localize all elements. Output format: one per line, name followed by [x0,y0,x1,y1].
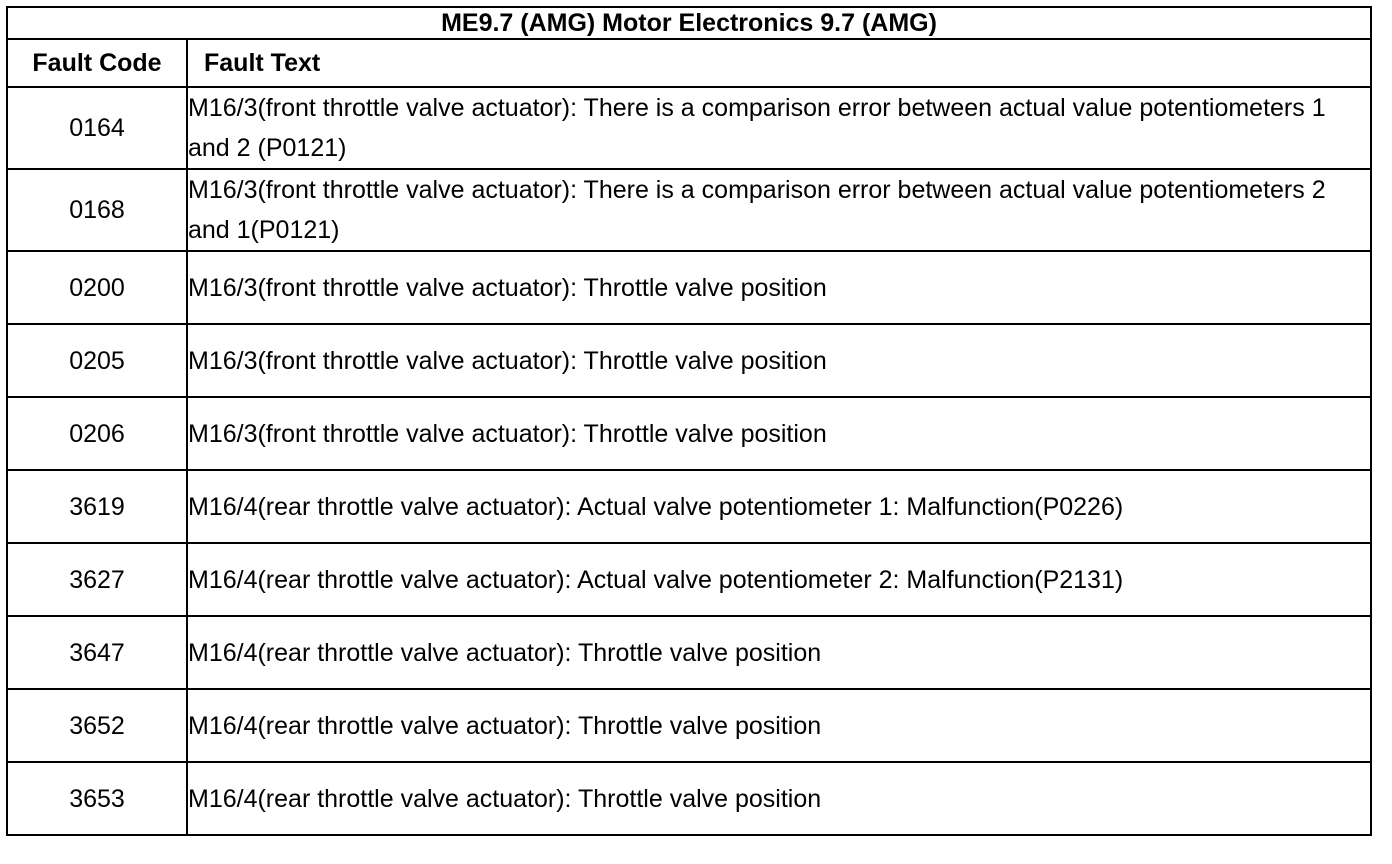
fault-code-cell: 0168 [7,169,187,251]
fault-text-cell: M16/3(front throttle valve actuator): There is a comparison error between actual value potentiometers 1 and 2 (P0121) [187,87,1371,169]
table-row [7,324,1371,397]
table-row [7,169,1371,251]
fault-text-cell: M16/4(rear throttle valve actuator): Actual valve potentiometer 1: Malfunction(P0226) [187,470,1371,543]
table-title-row [7,7,1371,39]
table-row [7,470,1371,543]
table-row [7,543,1371,616]
table-row [7,251,1371,324]
fault-code-cell: 0164 [7,87,187,169]
table-header-row [7,39,1371,87]
fault-code-cell: 3619 [7,470,187,543]
fault-text-cell: M16/4(rear throttle valve actuator): Actual valve potentiometer 2: Malfunction(P2131) [187,543,1371,616]
fault-code-cell: 3652 [7,689,187,762]
fault-code-cell: 3627 [7,543,187,616]
table-row [7,762,1371,835]
fault-text-cell: M16/3(front throttle valve actuator): Throttle valve position [187,324,1371,397]
fault-code-cell: 3647 [7,616,187,689]
table-row [7,87,1371,169]
table-row [7,397,1371,470]
column-header-fault-code: Fault Code [7,39,187,87]
fault-code-cell: 0200 [7,251,187,324]
fault-text-cell: M16/3(front throttle valve actuator): Throttle valve position [187,397,1371,470]
table-row [7,689,1371,762]
fault-code-cell: 0205 [7,324,187,397]
fault-text-cell: M16/4(rear throttle valve actuator): Throttle valve position [187,689,1371,762]
column-header-fault-text: Fault Text [187,39,1371,87]
fault-code-cell: 3653 [7,762,187,835]
fault-text-cell: M16/3(front throttle valve actuator): There is a comparison error between actual value potentiometers 2 and 1(P0121) [187,169,1371,251]
fault-text-cell: M16/4(rear throttle valve actuator): Throttle valve position [187,616,1371,689]
fault-code-cell: 0206 [7,397,187,470]
table-row [7,616,1371,689]
fault-code-table [6,6,1372,836]
table-title: ME9.7 (AMG) Motor Electronics 9.7 (AMG) [7,7,1371,39]
fault-text-cell: M16/3(front throttle valve actuator): Throttle valve position [187,251,1371,324]
fault-text-cell: M16/4(rear throttle valve actuator): Throttle valve position [187,762,1371,835]
